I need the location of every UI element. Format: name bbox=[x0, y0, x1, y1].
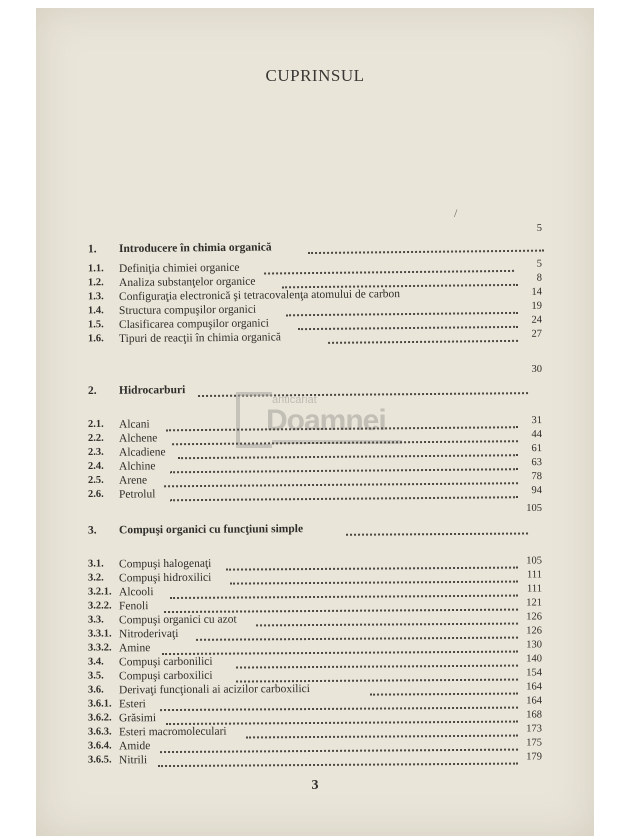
toc-entry: 2.5. Arene 78 bbox=[87, 471, 543, 487]
toc-entry: 3.6.3. Esteri macromoleculari 173 bbox=[87, 723, 543, 739]
leader-dots bbox=[308, 247, 544, 254]
toc-entry: 3.2.1. Alcooli 111 bbox=[87, 583, 543, 599]
leader-dots bbox=[170, 493, 518, 501]
toc-entry: 1.1. Definiţia chimiei organice 5 bbox=[87, 258, 543, 276]
book-page bbox=[36, 8, 594, 836]
toc-entry: 3.2. Compuşi hidroxilici 111 bbox=[87, 569, 543, 585]
toc-entry: 2.2. Alchene 44 bbox=[87, 429, 543, 445]
chapter-1 bbox=[36, 237, 594, 257]
page-title: CUPRINSUL bbox=[265, 66, 365, 85]
toc-entry: 3.4. Compuşi carbonilici 140 bbox=[87, 653, 543, 669]
leader-dots bbox=[328, 337, 518, 344]
toc-entry: 1.4. Structura compuşilor organici 19 bbox=[87, 300, 543, 318]
chapter-2-number: 2. bbox=[87, 384, 97, 397]
watermark-stamp: anticariat Doamnei bbox=[236, 392, 406, 448]
toc-entry: 2.6. Petrolul 94 bbox=[87, 485, 543, 501]
toc-entry: 3.6.2. Grăsimi 168 bbox=[87, 709, 543, 725]
toc-entry: 1.3. Configuraţia electronică şi tetracovalenţa atomului de carbon 14 bbox=[87, 286, 543, 304]
toc-entry: 2.1. Alcani 31 bbox=[87, 415, 543, 431]
chapter-2-title: Hidrocarburi bbox=[118, 384, 186, 397]
toc-entry: 3.2.2. Fenoli 121 bbox=[87, 597, 543, 613]
page-number: 3 bbox=[311, 778, 319, 793]
chapter-3 bbox=[36, 520, 594, 538]
toc-entry: 3.6.4. Amide 175 bbox=[87, 737, 543, 753]
toc-entry: 1.2. Analiza substanţelor organice 8 bbox=[87, 272, 543, 290]
toc-entry: 3.1. Compuşi halogenaţi 105 bbox=[87, 555, 543, 571]
chapter-1-number: 1. bbox=[87, 243, 97, 256]
chapter-2-page: 30 bbox=[531, 364, 542, 375]
toc-entry: 2.3. Alcadiene 61 bbox=[87, 443, 543, 459]
pencil-mark: / bbox=[454, 206, 458, 220]
toc-entry: 3.6.5. Nitrili 179 bbox=[87, 751, 543, 767]
chapter-3-number: 3. bbox=[87, 524, 97, 537]
leader-dots bbox=[158, 760, 518, 768]
toc-entry: 3.3.2. Amine 130 bbox=[87, 639, 543, 655]
toc-entry: 2.4. Alchine 63 bbox=[87, 457, 543, 473]
chapter-1-page: 5 bbox=[536, 223, 542, 234]
chapter-3-page: 105 bbox=[526, 503, 542, 514]
toc-entry: 3.6.1. Esteri 164 bbox=[87, 695, 543, 711]
toc-entry: 1.5. Clasificarea compuşilor organici 24 bbox=[87, 314, 543, 332]
toc-entry: 3.5. Compuşi carboxilici 154 bbox=[87, 667, 543, 683]
toc-entry: 3.3.1. Nitroderivaţi 126 bbox=[87, 625, 543, 641]
leader-dots bbox=[346, 530, 528, 536]
toc-entry: 3.6. Derivaţi funcţionali ai acizilor carboxilici 164 bbox=[87, 681, 543, 697]
toc-entry: 3.3. Compuşi organici cu azot 126 bbox=[87, 611, 543, 627]
chapter-1-title: Introducere în chimia organică bbox=[118, 241, 272, 256]
toc-entry: 1.6. Tipuri de reacţii în chimia organică 27 bbox=[87, 328, 543, 346]
chapter-3-title: Compuşi organici cu funcţiuni simple bbox=[118, 523, 304, 537]
